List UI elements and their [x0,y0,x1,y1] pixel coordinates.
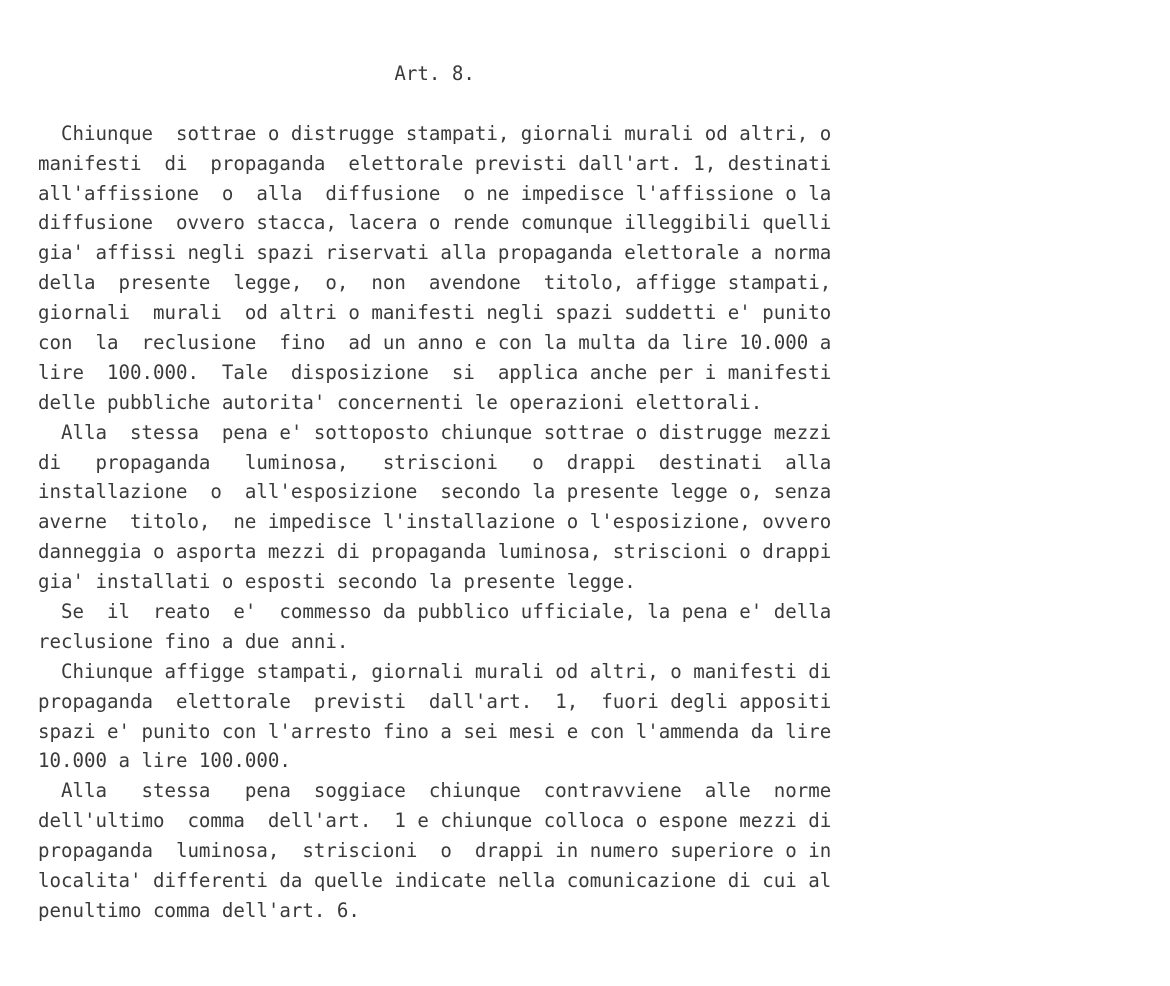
text-line: Alla stessa pena soggiace chiunque contravviene alle norme [38,779,832,803]
text-line: giornali murali od altri o manifesti negli spazi suddetti e' punito [38,301,832,325]
text-line: penultimo comma dell'art. 6. [38,898,360,922]
text-line: con la reclusione fino ad un anno e con la multa da lire 10.000 a [38,331,832,355]
blank-line [38,89,1138,119]
text-line: lire 100.000. Tale disposizione si applica anche per i manifesti [38,360,832,384]
document-body [38,59,1138,926]
text-line: delle pubbliche autorita' concernenti le operazioni elettorali. [38,390,763,414]
text-line: installazione o all'esposizione secondo la presente legge o, senza [38,480,832,504]
text-line: gia' affissi negli spazi riservati alla propaganda elettorale a norma [38,241,832,265]
text-line: diffusione ovvero stacca, lacera o rende comunque illeggibili quelli [38,211,832,235]
text-line: all'affissione o alla diffusione o ne impedisce l'affissione o la [38,181,832,205]
text-line: localita' differenti da quelle indicate nella comunicazione di cui al [38,869,832,893]
text-line: Chiunque affigge stampati, giornali murali od altri, o manifesti di [38,659,832,683]
text-line: di propaganda luminosa, striscioni o drappi destinati alla [38,450,832,474]
text-line: spazi e' punito con l'arresto fino a sei mesi e con l'ammenda da lire [38,719,832,743]
text-line: dell'ultimo comma dell'art. 1 e chiunque colloca o espone mezzi di [38,809,832,833]
text-line: Alla stessa pena e' sottoposto chiunque sottrae o distrugge mezzi [38,420,832,444]
text-line: 10.000 a lire 100.000. [38,749,291,773]
text-line: manifesti di propaganda elettorale previsti dall'art. 1, destinati [38,151,832,175]
text-line: averne titolo, ne impedisce l'installazione o l'esposizione, ovvero [38,510,832,534]
text-line: Chiunque sottrae o distrugge stampati, giornali murali od altri, o [38,121,832,145]
text-line: Se il reato e' commesso da pubblico ufficiale, la pena e' della [38,600,832,624]
text-line: reclusione fino a due anni. [38,629,349,653]
text-line: propaganda elettorale previsti dall'art. 1, fuori degli appositi [38,689,832,713]
text-line: della presente legge, o, non avendone titolo, affigge stampati, [38,271,832,295]
text-line: propaganda luminosa, striscioni o drappi in numero superiore o in [38,839,832,863]
text-line: danneggia o asporta mezzi di propaganda luminosa, striscioni o drappi [38,540,832,564]
text-line: gia' installati o esposti secondo la presente legge. [38,570,636,594]
article-heading: Art. 8. [38,62,475,85]
